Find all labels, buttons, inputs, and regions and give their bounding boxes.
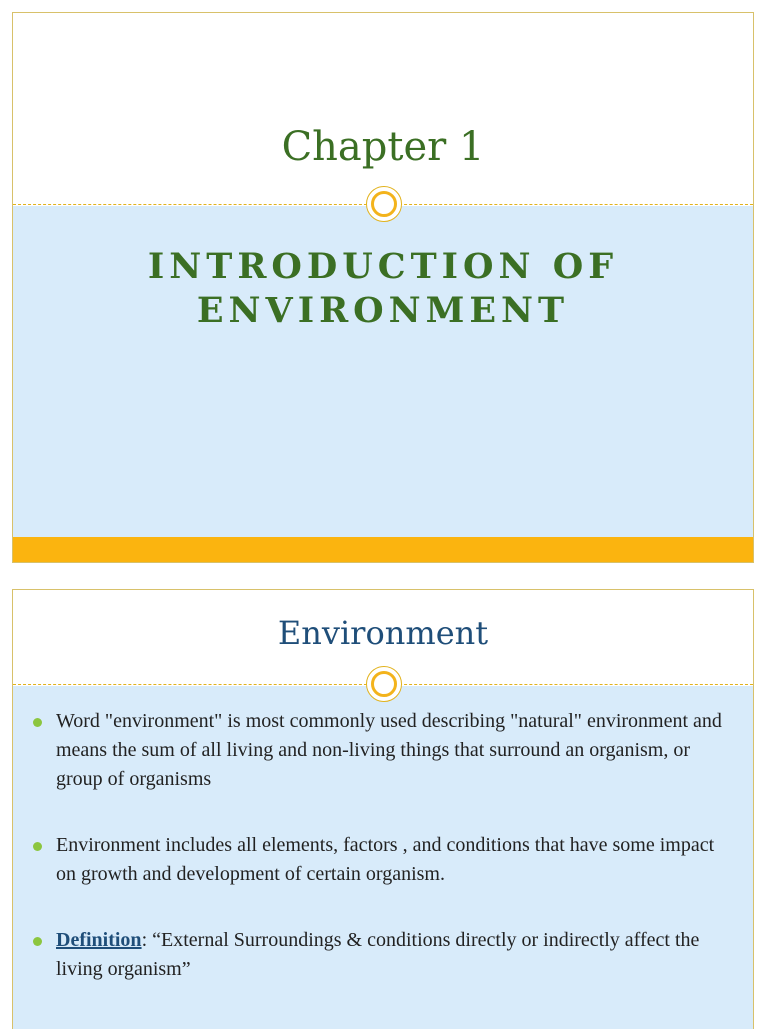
slide-environment (12, 589, 754, 1029)
slide-title: Environment (277, 614, 489, 652)
chapter-title: Chapter 1 (281, 124, 485, 170)
bullet-text: Word "environment" is most commonly used describing "natural" environment and means the sum of all living and non-living things that surround an organism, or group of organisms (56, 710, 722, 790)
bullet-dot-icon (33, 842, 42, 851)
chapter-subtitle: INTRODUCTION OF ENVIRONMENT (147, 246, 619, 331)
definition-separator: : (141, 929, 148, 951)
ring-ornament-icon (366, 186, 402, 222)
bullet-item-definition (56, 926, 732, 984)
accent-bar (13, 537, 753, 563)
definition-text: “External Surroundings & conditions directly or indirectly affect the living organism” (56, 929, 700, 980)
bullet-item (56, 831, 732, 889)
bullet-dot-icon (33, 937, 42, 946)
bullet-text: Environment includes all elements, factors , and conditions that have some impact on growth and development of certain organism. (56, 834, 715, 885)
slide-chapter-1 (12, 12, 754, 563)
bullet-list (13, 707, 753, 984)
bullet-dot-icon (33, 718, 42, 727)
ring-ornament-icon (366, 666, 402, 702)
slide-header-area (13, 13, 753, 206)
definition-term: Definition (56, 929, 142, 951)
bullet-item (56, 707, 732, 794)
